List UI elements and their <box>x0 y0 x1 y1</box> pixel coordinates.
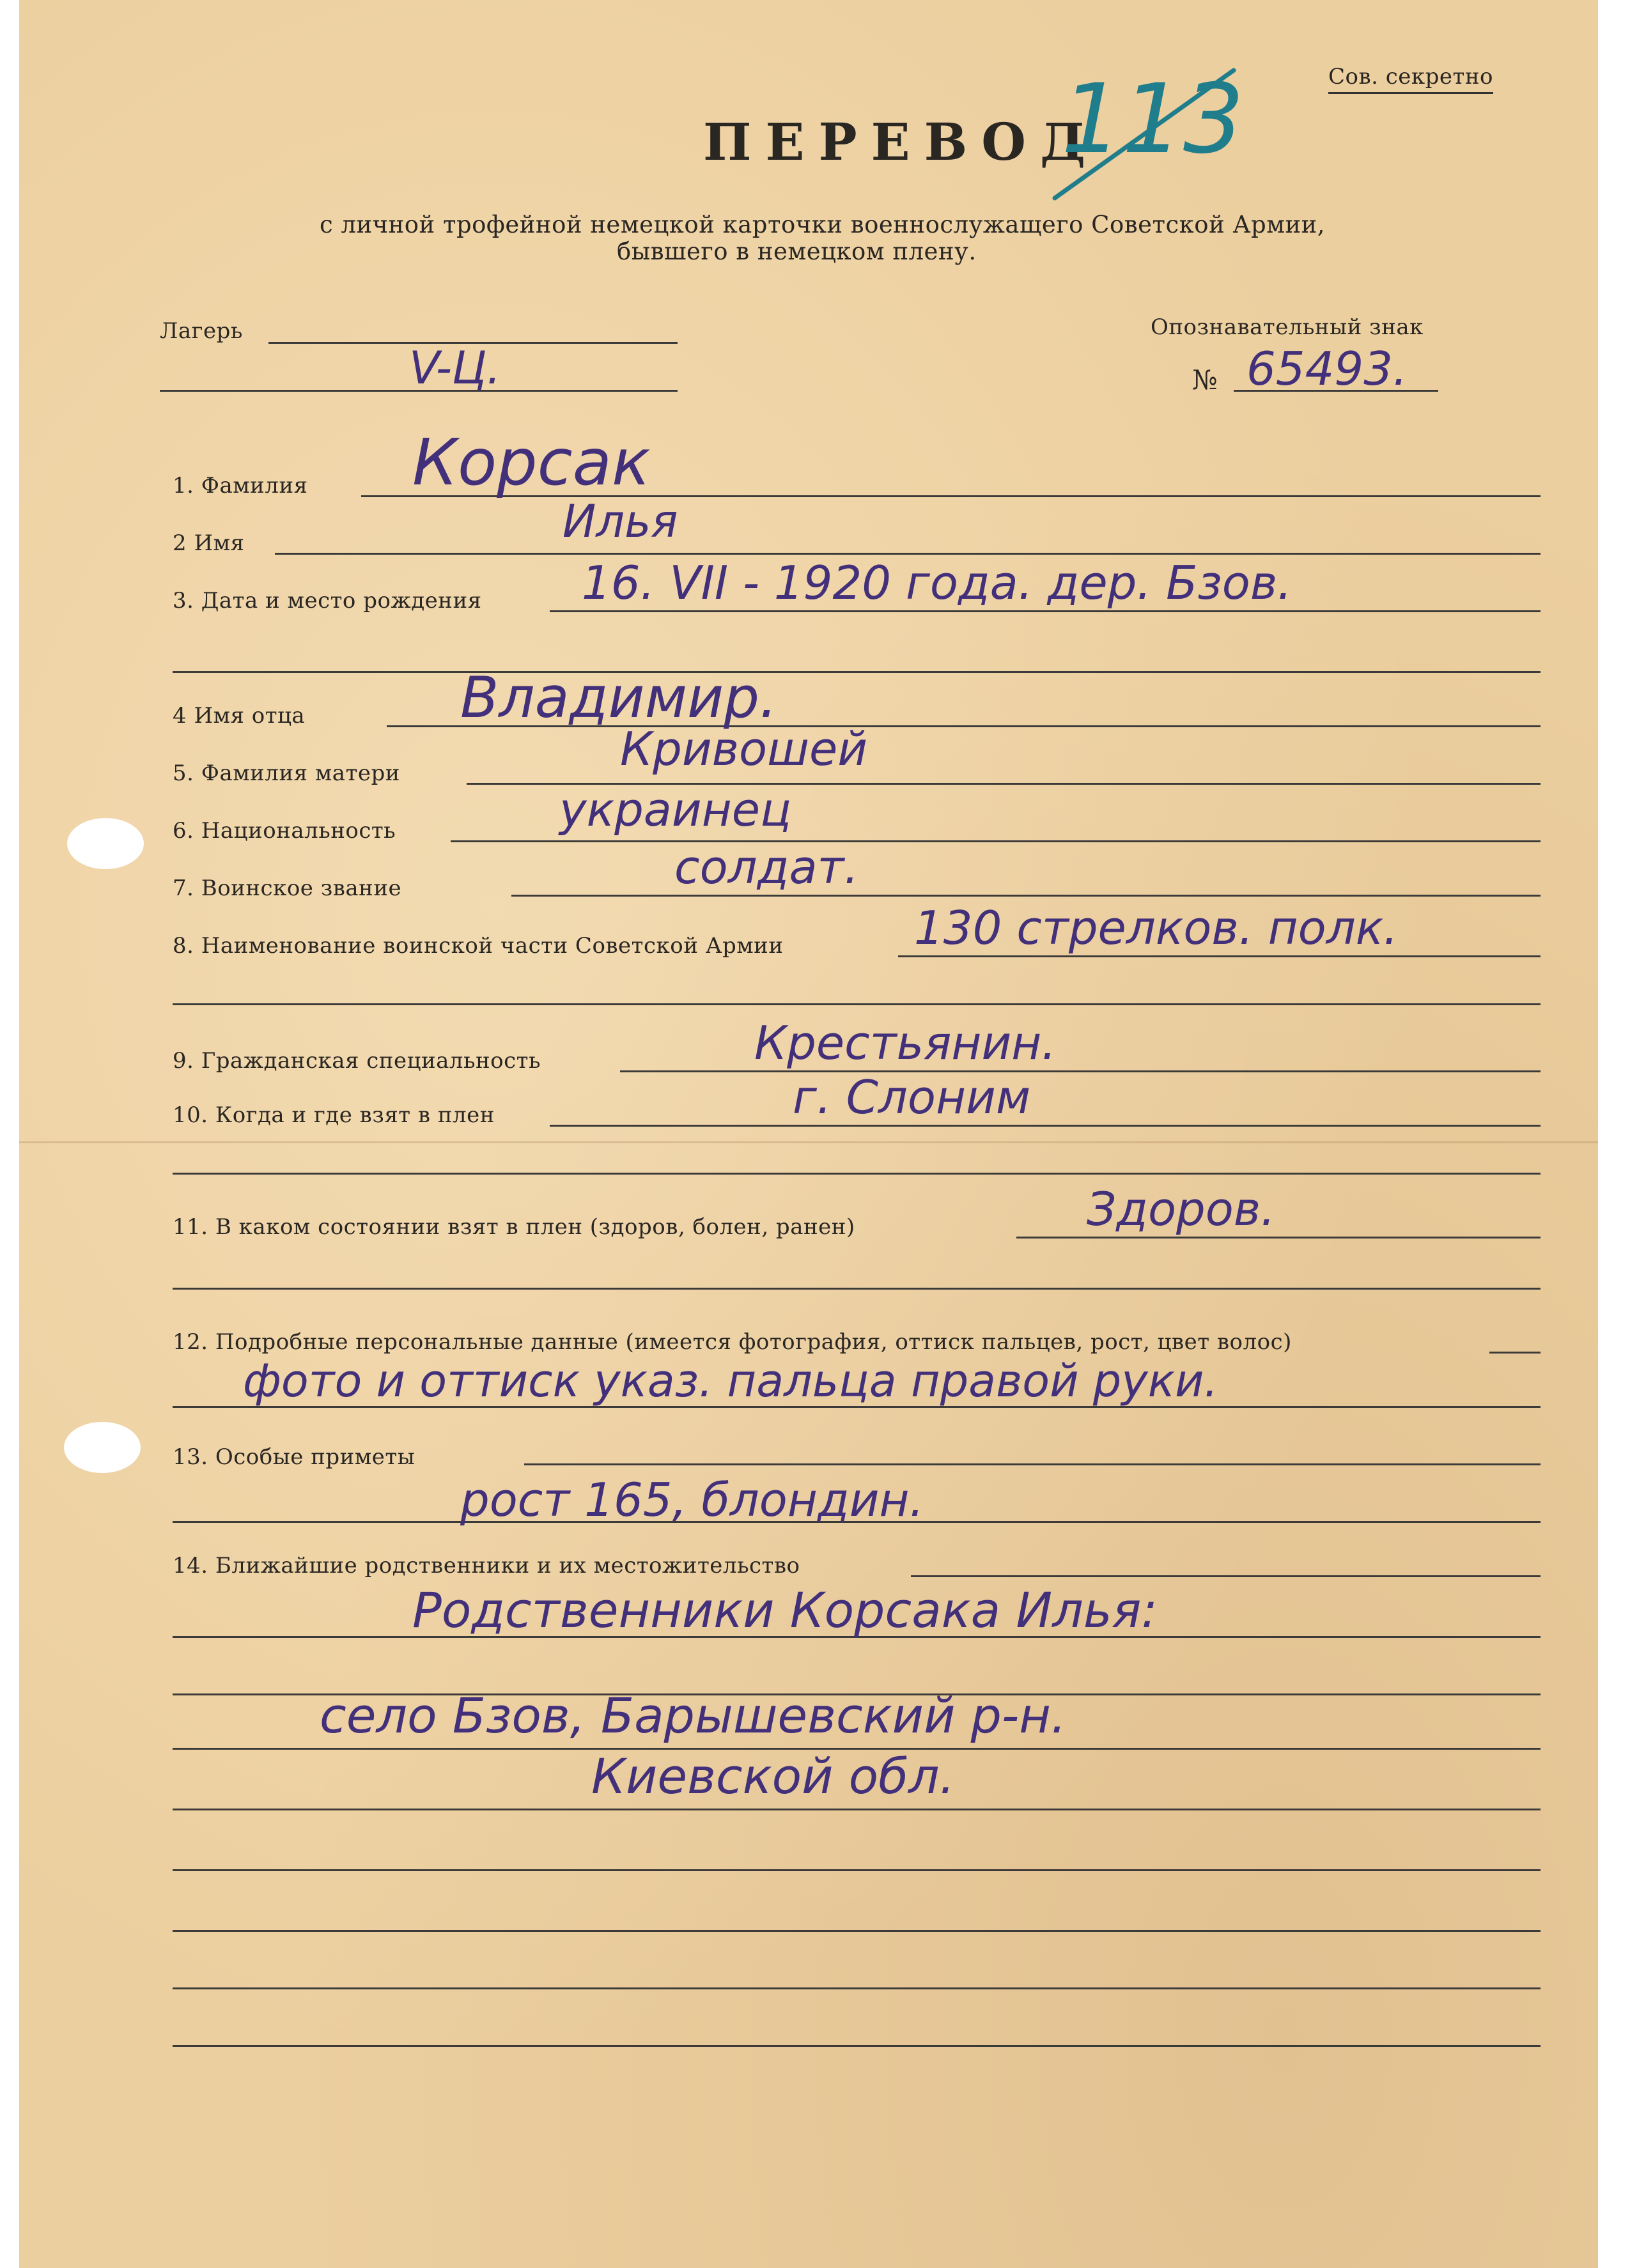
underline <box>173 1288 1541 1290</box>
underline <box>173 1930 1541 1932</box>
pencil-stroke <box>1042 51 1253 211</box>
label-rank: 7. Воинское звание <box>173 876 402 901</box>
underline <box>173 671 1541 673</box>
label-condition: 11. В каком состоянии взят в плен (здоров, болен, ранен) <box>173 1214 855 1240</box>
label-personal-data: 12. Подробные персональные данные (имеется фотография, оттиск пальцев, рост, цвет волос) <box>173 1329 1292 1355</box>
secrecy-stamp: Сов. секретно <box>1328 64 1493 94</box>
subtitle-line-2: бывшего в немецком плену. <box>617 238 977 265</box>
underline <box>911 1575 1541 1577</box>
number-sign: № <box>1192 364 1218 396</box>
label-mother: 5. Фамилия матери <box>173 760 400 786</box>
special-marks-value: рост 165, блондин. <box>460 1473 924 1527</box>
captured-value: г. Слоним <box>793 1070 1031 1124</box>
id-mark-value: 65493. <box>1246 342 1408 396</box>
underline <box>620 1070 1541 1072</box>
underline <box>1489 1352 1541 1354</box>
mother-value: Кривошей <box>620 722 868 776</box>
relatives-line-1: Родственники Корсака Илья: <box>412 1582 1158 1639</box>
underline <box>550 1125 1541 1127</box>
label-special-marks: 13. Особые приметы <box>173 1444 415 1470</box>
underline <box>898 955 1541 957</box>
subtitle-line-1: с личной трофейной немецкой карточки военнослужащего Советской Армии, <box>320 211 1326 238</box>
label-surname: 1. Фамилия <box>173 473 308 498</box>
underline <box>511 895 1541 897</box>
civil-profession-value: Крестьянин. <box>754 1016 1057 1070</box>
label-captured: 10. Когда и где взят в плен <box>173 1102 495 1128</box>
label-birth: 3. Дата и место рождения <box>173 588 482 613</box>
rank-value: солдат. <box>674 840 859 894</box>
first-name-value: Илья <box>563 495 678 548</box>
page-title: ПЕРЕВОД <box>703 112 1100 172</box>
label-first-name: 2 Имя <box>173 530 245 556</box>
nationality-value: украинец <box>559 783 792 837</box>
underline <box>275 553 1541 555</box>
label-id-mark: Опознавательный знак <box>1151 314 1424 340</box>
label-father: 4 Имя отца <box>173 703 306 729</box>
punch-hole <box>67 818 144 869</box>
label-unit: 8. Наименование воинской части Советской Армии <box>173 933 784 959</box>
underline <box>173 1173 1541 1175</box>
label-relatives: 14. Ближайшие родственники и их местожительство <box>173 1553 800 1578</box>
underline <box>173 1003 1541 1005</box>
pencil-number: 113 <box>1061 64 1245 175</box>
underline <box>173 2045 1541 2047</box>
label-civil-profession: 9. Гражданская специальность <box>173 1048 541 1074</box>
underline <box>173 1869 1541 1871</box>
underline <box>173 1809 1541 1810</box>
relatives-line-3: Киевской обл. <box>591 1748 955 1805</box>
father-value: Владимир. <box>460 665 777 730</box>
underline <box>173 1987 1541 1989</box>
underline <box>451 840 1541 842</box>
label-nationality: 6. Национальность <box>173 818 396 844</box>
surname-value: Корсак <box>412 425 651 500</box>
camp-value: V-Ц. <box>409 342 501 394</box>
fold-crease <box>19 1141 1598 1143</box>
underline <box>1016 1237 1541 1238</box>
punch-hole <box>64 1422 141 1473</box>
birth-value: 16. VII - 1920 года. дер. Бзов. <box>582 556 1292 610</box>
personal-data-value: фото и оттиск указ. пальца правой руки. <box>243 1355 1218 1407</box>
relatives-line-2: село Бзов, Барышевский р-н. <box>320 1687 1067 1744</box>
label-camp: Лагерь <box>160 318 243 344</box>
condition-value: Здоров. <box>1087 1182 1276 1236</box>
document-page <box>19 0 1598 2268</box>
underline <box>524 1463 1541 1465</box>
unit-value: 130 стрелков. полк. <box>914 901 1399 955</box>
underline <box>550 610 1541 612</box>
